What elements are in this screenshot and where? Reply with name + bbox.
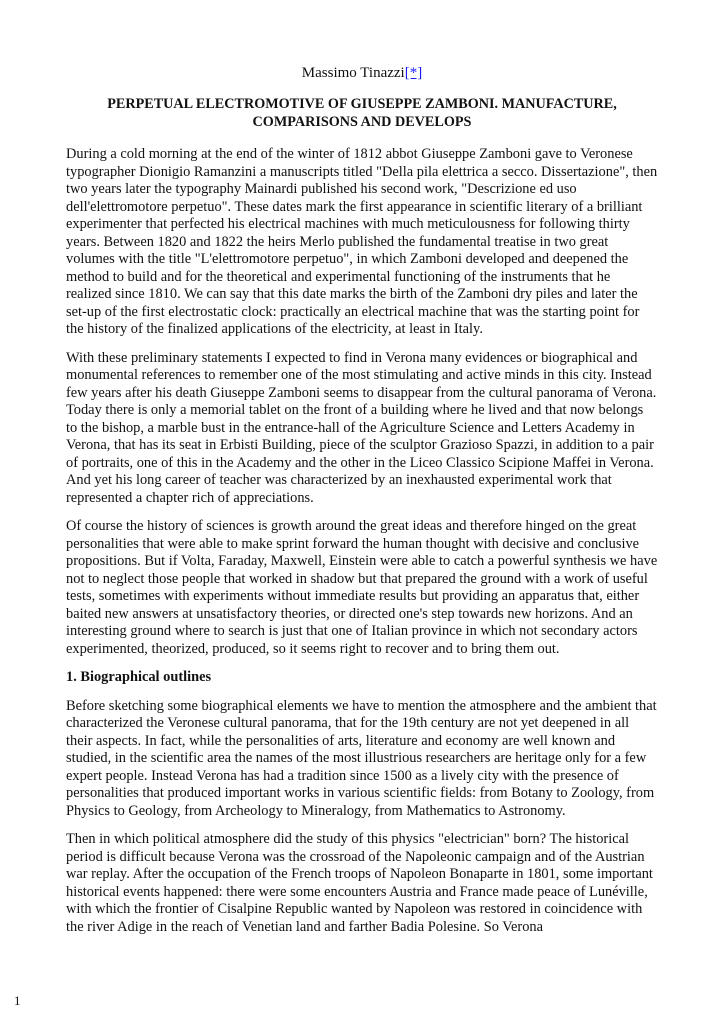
paragraph: Then in which political atmosphere did the study of this physics "electrician" born? The historical period is difficult because Verona was the crossroad of the Napoleonic campaign and of the Austrian war replay. After the occupation of the French troops of Napoleon Bonaparte in 1801, some important historical events happened: there were some encounters Austria and France made peace of Lunéville, with which the frontier of Cisalpine Republic wanted by Napoleon was restored in coincidence with the river Adige in the reach of Venetian land and farther Badia Polesine. So Verona — [66, 831, 653, 935]
paragraph: Of course the history of sciences is growth around the great ideas and therefore hinged on the great personalities that were able to make sprint forward the human thought with decisive and conclusive propositions. But if Volta, Faraday, Maxwell, Einstein were able to catch a powerful synthesis we have not to neglect those people that worked in shadow but that prepared the ground with a work of useful tests, sometimes with experiments without immediate results but providing an apparatus that, either baited new answers at unsatisfactory theories, or directed one's step towards new horizons. And an interesting ground where to search is just that one of Italian province in which not secondary actors experimented, theorized, produced, so it seems right to recover and to bring them out. — [66, 518, 658, 657]
author-line — [0, 64, 724, 82]
paragraph: With these preliminary statements I expected to find in Verona many evidences or biographical and monumental references to remember one of the most stimulating and active minds in this city. Instead few years after his death Giuseppe Zamboni seems to disappear from the cultural panorama of Verona. Today there is only a memorial tablet on the front of a building where he lived and that now belongs to the bishop, a marble bust in the entrance-hall of the Agriculture Science and Letters Academy in Verona, that has its seat in Erbisti Building, piece of the sculptor Grazioso Spazzi, in addition to a pair of portraits, one of this in the Academy and the other in the Liceo Classico Scipione Maffei in Verona. And yet his long career of teacher was characterized by an inexhausted experimental work that represented a chapter rich of appreciations. — [66, 349, 657, 506]
article-body — [66, 146, 658, 947]
paragraph: During a cold morning at the end of the winter of 1812 abbot Giuseppe Zamboni gave to Veronese typographer Dionigio Ramanzini a manuscripts titled "Della pila elettrica a secco. Dissertazione", then two years later the typography Mainardi published his second work, "Descrizione ed uso dell'elettromotore perpetuo". These dates mark the first appearance in scientific literary of a brilliant experimenter that perfected his electrical machines with much meticulousness for following thirty years. Between 1820 and 1822 the heirs Merlo published the fundamental treatise in two great volumes with the title "L'elettromotore perpetuo", in which Zamboni developed and deepened the method to build and for the theoretical and experimental functioning of the instruments that he realized since 1810. We can say that this date marks the birth of the Zamboni dry piles and later the set-up of the first electrostatic clock: practically an electrical machine that was the starting point for the history of the finalized applications of the electricity, at least in Italy. — [66, 146, 658, 337]
author-name: Massimo Tinazzi — [301, 65, 405, 81]
section-heading: 1. Biographical outlines — [66, 669, 212, 685]
page-number: 1 — [14, 993, 21, 1008]
footnote-link[interactable]: [*] — [404, 65, 423, 81]
article-title: PERPETUAL ELECTROMOTIVE OF GIUSEPPE ZAMBONI. MANUFACTURE, COMPARISONS AND DEVELOPS — [107, 96, 617, 130]
paragraph: Before sketching some biographical elements we have to mention the atmosphere and the ambient that characterized the Veronese cultural panorama, that for the 19th century are not yet deepened in all their aspects. In fact, while the personalities of arts, literature and economy are well known and studied, in the scientific area the names of the most illustrious researchers are heritage only for a few expert people. Instead Verona has had a tradition since 1500 as a lively city with the presence of personalities that produced important works in various scientific fields: from Botany to Zoology, from Physics to Geology, from Archeology to Mineralogy, from Mathematics to Astronomy. — [66, 697, 657, 819]
